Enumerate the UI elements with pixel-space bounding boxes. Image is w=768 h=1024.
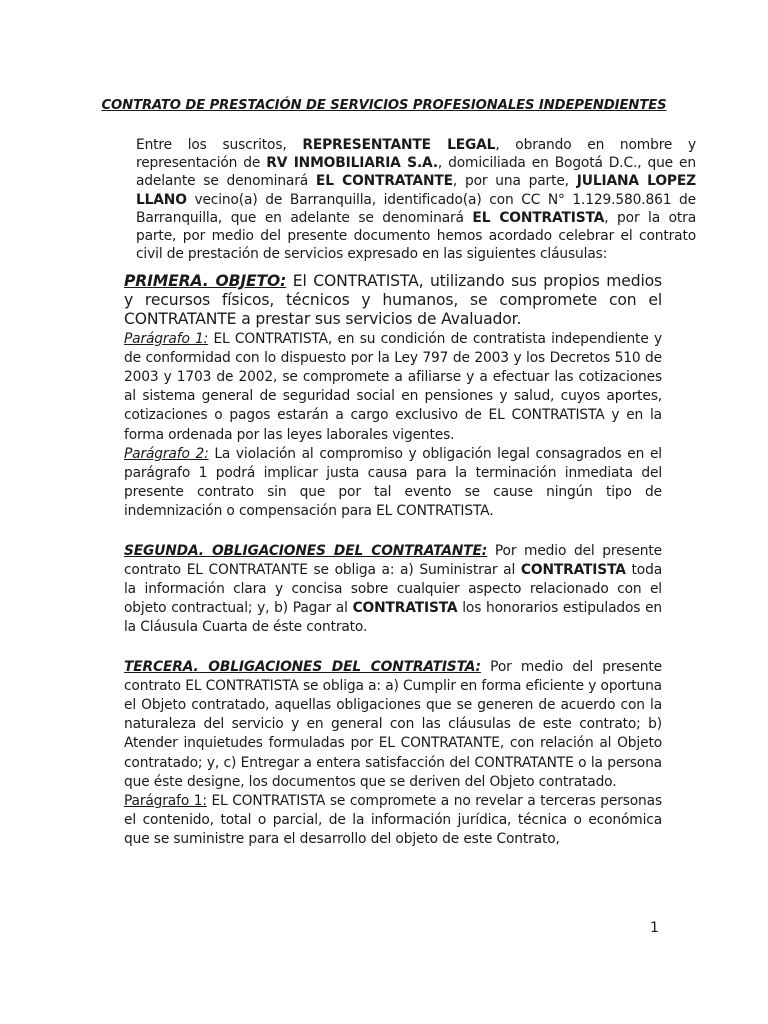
paragraph-1 xyxy=(124,792,662,850)
company-name-bold: RV INMOBILIARIA S.A. xyxy=(266,155,438,172)
spacer xyxy=(124,522,662,542)
clause-segunda xyxy=(124,542,662,638)
contratista-bold: EL CONTRATISTA xyxy=(472,209,605,226)
clause-text: Por medio del presente contrato EL CONTRATISTA se obliga a: a) Cumplir en forma eficiente y oportuna el Objeto contratado, aquellas obligaciones que se generen de acuerdo con la naturaleza del servicio y en general con las cláusulas de este contrato; b) Atender inquietudes formuladas por EL CONTRATANTE, con relación al Objeto contratado; y, c) Entregar a entera satisfacción del CONTRATANTE o la persona que éste designe, los documentos que se deriven del Objeto contratado. xyxy=(124,658,662,790)
paragraph-label: Parágrafo 2: xyxy=(124,445,209,462)
contractor-name-bold: JULIANA LOPEZ LLANO xyxy=(136,173,696,208)
document-title: CONTRATO DE PRESTACIÓN DE SERVICIOS PROFESIONALES INDEPENDIENTES xyxy=(101,98,667,113)
spacer xyxy=(124,638,662,658)
contratista-bold: CONTRATISTA xyxy=(352,600,458,617)
contratista-bold: CONTRATISTA xyxy=(520,561,626,578)
clause-tercera xyxy=(124,658,662,792)
page-number: 1 xyxy=(650,920,659,936)
clause-heading: PRIMERA. OBJETO: xyxy=(124,272,287,290)
clause-primera xyxy=(124,272,662,330)
paragraph-label: Parágrafo 1: xyxy=(124,793,207,810)
paragraph-1 xyxy=(124,330,662,445)
intro-text: , domiciliada en Bogotá D.C., que en adelante se denominará xyxy=(136,155,696,190)
clauses-body xyxy=(124,272,662,850)
clause-heading: TERCERA. OBLIGACIONES DEL CONTRATISTA: xyxy=(124,658,481,675)
paragraph-2 xyxy=(124,445,662,522)
clause-text: Por medio del presente contrato EL CONTRATANTE se obliga a: a) Suministrar al xyxy=(124,542,663,578)
intro-text: Entre los suscritos, xyxy=(136,137,303,153)
representante-legal-bold: REPRESENTANTE LEGAL xyxy=(302,137,496,153)
clause-text: El CONTRATISTA, utilizando sus propios medios y recursos físicos, técnicos y humanos, se compromete con el CONTRATANTE a prestar sus servicios de Avaluador. xyxy=(124,272,663,329)
clause-text: toda la información clara y concisa sobre cualquier aspecto relacionado con el objeto contractual; y, b) Pagar al xyxy=(124,561,662,617)
intro-text: vecino(a) de Barranquilla, identificado(a) con CC N° 1.129.580.861 de Barranquilla, que en adelante se denominará xyxy=(136,191,696,226)
contratante-bold: EL CONTRATANTE xyxy=(315,173,453,190)
intro-paragraph xyxy=(136,136,696,263)
paragraph-text: La violación al compromiso y obligación legal consagrados en el parágrafo 1 podrá implicar justa causa para la terminación inmediata del presente contrato sin que por tal evento se cause ningún tipo de indemnización o compensación para EL CONTRATISTA. xyxy=(124,445,662,520)
paragraph-text: EL CONTRATISTA, en su condición de contratista independiente y de conformidad con lo dispuesto por la Ley 797 de 2003 y los Decretos 510 de 2003 y 1703 de 2002, se compromete a afiliarse y a efectuar las cotizaciones al sistema general de seguridad social en pensiones y salud, cuyos aportes, cotizaciones o pagos estarán a cargo exclusivo de EL CONTRATISTA y en la forma ordenada por las leyes laborales vigentes. xyxy=(124,330,662,443)
paragraph-label: Parágrafo 1: xyxy=(124,330,209,347)
intro-text: , por la otra parte, por medio del presente documento hemos acordado celebrar el contrato civil de prestación de servicios expresado en las siguientes cláusulas: xyxy=(136,209,696,263)
clause-heading: SEGUNDA. OBLIGACIONES DEL CONTRATANTE: xyxy=(124,542,488,559)
paragraph-text: EL CONTRATISTA se compromete a no revelar a terceras personas el contenido, total o parcial, de la información jurídica, técnica o económica que se suministre para el desarrollo del objeto de este Contrato, xyxy=(124,793,662,848)
clause-text: los honorarios estipulados en la Cláusula Cuarta de éste contrato. xyxy=(124,600,663,636)
intro-text: , obrando en nombre y representación de xyxy=(136,137,697,172)
intro-text: , por una parte, xyxy=(452,173,577,190)
